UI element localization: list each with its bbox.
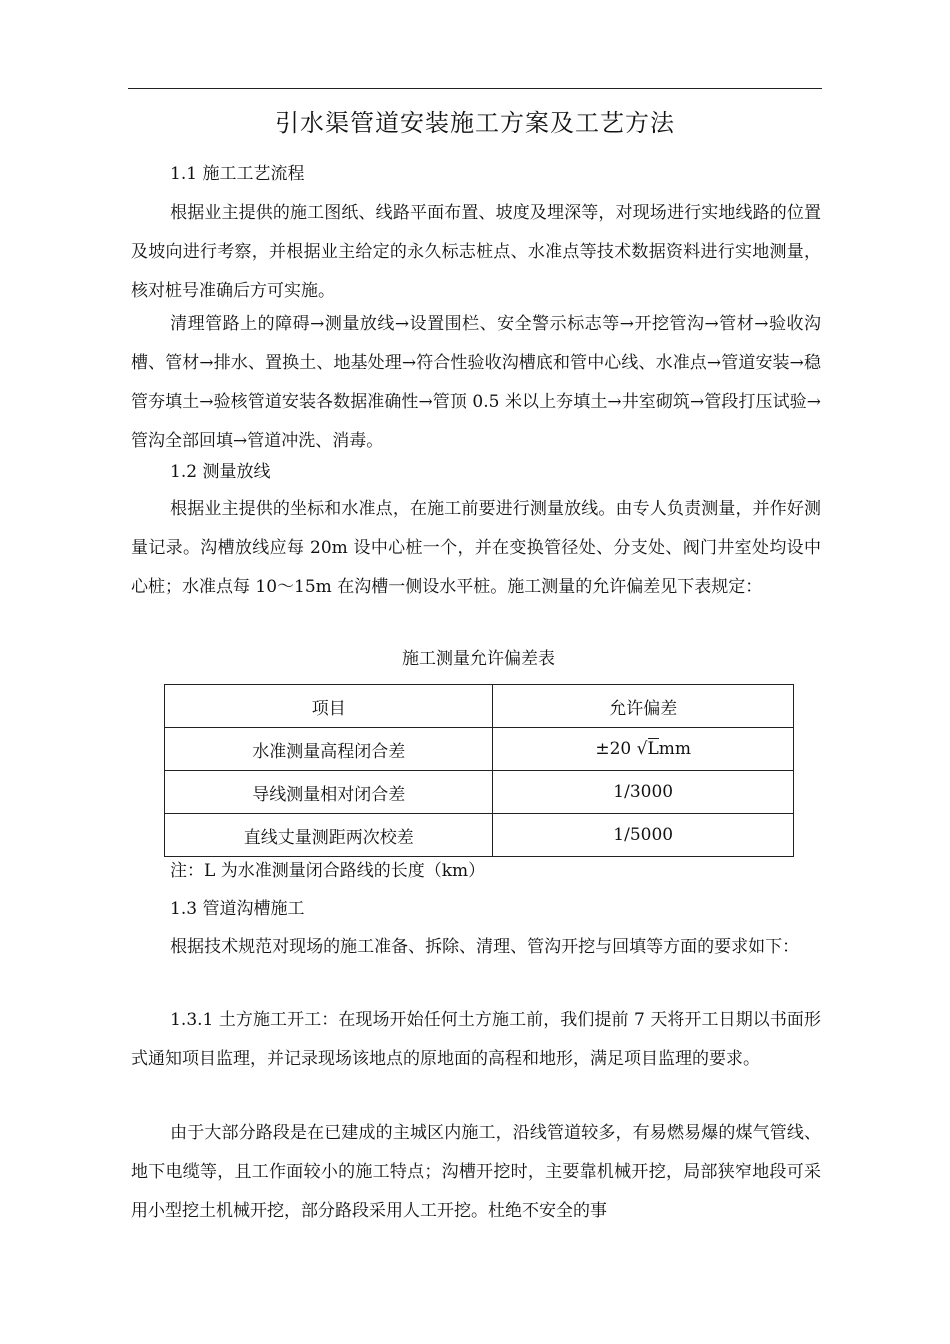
deviation-prefix: ±20 √ (595, 739, 648, 759)
header-rule (128, 88, 822, 89)
table-cell-deviation: 1/5000 (493, 814, 794, 857)
paragraph-1-3-1-earthwork: 1.3.1 土方施工开工：在现场开始任何土方施工前，我们提前 7 天将开工日期以书面形式通知项目监理，并记录现场该地点的原地面的高程和地形，满足项目监理的要求。 (131, 1010, 821, 1069)
paragraph-1-1-process-flow: 清理管路上的障碍→测量放线→设置围栏、安全警示标志等→开挖管沟→管材→验收沟槽、管材→排水、置换土、地基处理→符合性验收沟槽底和管中心线、水准点→管道安装→稳管夯填土→验核管道安装各数据准确性→管顶 0.5 米以上夯填土→井室砌筑→管段打压试验→管沟全部回填→管道冲洗、消毒。 (131, 314, 821, 451)
table-cell-item: 导线测量相对闭合差 (165, 771, 493, 814)
table-row (165, 728, 794, 771)
table-cell-deviation (493, 728, 794, 771)
table-cell-item: 直线丈量测距两次校差 (165, 814, 493, 857)
paragraph-1-3-requirements: 根据技术规范对现场的施工准备、拆除、清理、管沟开挖与回填等方面的要求如下： (170, 937, 800, 957)
section-heading-1-3: 1.3 管道沟槽施工 (170, 899, 305, 919)
paragraph-1-3-trench-excavation: 由于大部分路段是在已建成的主城区内施工，沿线管道较多，有易燃易爆的煤气管线、地下电缆等，且工作面较小的施工特点；沟槽开挖时，主要靠机械开挖，局部狭窄地段可采用小型挖土机械开挖，部分路段采用人工开挖。杜绝不安全的事 (131, 1123, 821, 1221)
section-heading-1-2: 1.2 测量放线 (170, 462, 271, 482)
section-heading-1-1: 1.1 施工工艺流程 (170, 164, 305, 184)
deviation-unit: mm (658, 739, 692, 759)
paragraph-1-2-staking: 根据业主提供的坐标和水准点，在施工前要进行测量放线。由专人负责测量，并作好测量记录。沟槽放线应每 20m 设中心桩一个，并在变换管径处、分支处、阀门井室处均设中心桩；水准点每 10～15m 在沟槽一侧设水平桩。施工测量的允许偏差见下表规定： (131, 499, 821, 597)
document-title: 引水渠管道安装施工方案及工艺方法 (275, 109, 675, 137)
table-cell-item: 水准测量高程闭合差 (165, 728, 493, 771)
table-header-item: 项目 (165, 685, 493, 728)
paragraph-1-1-survey: 根据业主提供的施工图纸、线路平面布置、坡度及埋深等，对现场进行实地线路的位置及坡向进行考察，并根据业主给定的永久标志桩点、水准点等技术数据资料进行实地测量，核对桩号准确后方可实施。 (131, 203, 821, 301)
deviation-table (164, 684, 794, 857)
table-cell-deviation: 1/3000 (493, 771, 794, 814)
table-header-row (165, 685, 794, 728)
table-row (165, 771, 794, 814)
table-caption: 施工测量允许偏差表 (402, 649, 555, 669)
radicand: L (647, 739, 659, 759)
table-row (165, 814, 794, 857)
table-header-deviation: 允许偏差 (493, 685, 794, 728)
table-note: 注：L 为水准测量闭合路线的长度（km） (170, 861, 486, 881)
